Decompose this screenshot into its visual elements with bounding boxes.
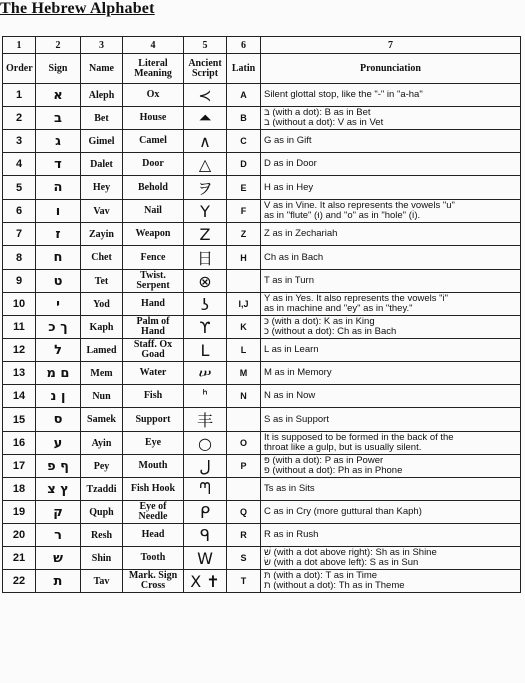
letter-sign: ס bbox=[36, 408, 81, 432]
letter-meaning: Eye bbox=[123, 432, 184, 455]
letter-sign: ץ צ bbox=[36, 478, 81, 501]
letter-meaning: Hand bbox=[123, 293, 184, 316]
table-row bbox=[3, 84, 521, 107]
letter-order: 19 bbox=[3, 501, 36, 524]
letter-name: Bet bbox=[81, 107, 123, 130]
letter-name: Pey bbox=[81, 455, 123, 478]
letter-sign: ש bbox=[36, 547, 81, 570]
header-ancient-script: Ancient Script bbox=[184, 54, 227, 84]
table-row bbox=[3, 478, 521, 501]
ancient-glyph: ϒ bbox=[184, 316, 227, 339]
letter-meaning: Camel bbox=[123, 130, 184, 153]
letter-order: 5 bbox=[3, 176, 36, 200]
latin-letter: M bbox=[227, 362, 261, 385]
pronunciation-text: שׁ (with a dot above right): Sh as in Shine שׂ (with a dot above left): S as in Sun bbox=[261, 547, 521, 570]
ancient-glyph: ᑫ bbox=[184, 524, 227, 547]
letter-sign: ך כ bbox=[36, 316, 81, 339]
pronunciation-text: תּ (with a dot): T as in Time ת (without a dot): Th as in Theme bbox=[261, 570, 521, 593]
latin-letter: F bbox=[227, 200, 261, 223]
pronunciation-text: H as in Hey bbox=[261, 176, 521, 200]
letter-order: 22 bbox=[3, 570, 36, 593]
pronunciation-text: כּ (with a dot): K as in King כ (without a dot): Ch as in Bach bbox=[261, 316, 521, 339]
pronunciation-text: V as in Vine. It also represents the vowels "u" as in "flute" (וּ) and "o" as in "hole" (וֹ). bbox=[261, 200, 521, 223]
column-number: 7 bbox=[261, 37, 521, 54]
letter-meaning: Twist. Serpent bbox=[123, 270, 184, 293]
latin-letter: K bbox=[227, 316, 261, 339]
letter-meaning: Tooth bbox=[123, 547, 184, 570]
letter-name: Vav bbox=[81, 200, 123, 223]
letter-sign: ט bbox=[36, 270, 81, 293]
latin-letter: A bbox=[227, 84, 261, 107]
column-number: 3 bbox=[81, 37, 123, 54]
letter-meaning: Water bbox=[123, 362, 184, 385]
letter-meaning: Fish Hook bbox=[123, 478, 184, 501]
letter-meaning: Door bbox=[123, 153, 184, 176]
latin-letter: I,J bbox=[227, 293, 261, 316]
letter-meaning: Eye of Needle bbox=[123, 501, 184, 524]
table-row bbox=[3, 130, 521, 153]
letter-name: Dalet bbox=[81, 153, 123, 176]
letter-order: 12 bbox=[3, 339, 36, 362]
table-row bbox=[3, 223, 521, 246]
letter-name: Zayin bbox=[81, 223, 123, 246]
ancient-glyph: 日 bbox=[184, 246, 227, 270]
letter-sign: ז bbox=[36, 223, 81, 246]
letter-order: 3 bbox=[3, 130, 36, 153]
page-title: The Hebrew Alphabet bbox=[0, 0, 155, 17]
pronunciation-text: פּ (with a dot): P as in Power פ (without a dot): Ph as in Phone bbox=[261, 455, 521, 478]
letter-sign: א bbox=[36, 84, 81, 107]
header-pronunciation: Pronunciation bbox=[261, 54, 521, 84]
letter-order: 4 bbox=[3, 153, 36, 176]
letter-name: Shin bbox=[81, 547, 123, 570]
letter-sign: ם מ bbox=[36, 362, 81, 385]
pronunciation-text: G as in Gift bbox=[261, 130, 521, 153]
pronunciation-text: M as in Memory bbox=[261, 362, 521, 385]
header-sign: Sign bbox=[36, 54, 81, 84]
letter-sign: ד bbox=[36, 153, 81, 176]
ancient-glyph: Y bbox=[184, 200, 227, 223]
letter-order: 15 bbox=[3, 408, 36, 432]
ancient-glyph: ᘉ bbox=[184, 478, 227, 501]
latin-letter: D bbox=[227, 153, 261, 176]
latin-letter: L bbox=[227, 339, 261, 362]
column-number: 6 bbox=[227, 37, 261, 54]
column-number-row bbox=[3, 37, 521, 54]
ancient-glyph: ᑋ bbox=[184, 385, 227, 408]
ancient-glyph: ሠ bbox=[184, 362, 227, 385]
letter-order: 6 bbox=[3, 200, 36, 223]
letter-sign: ג bbox=[36, 130, 81, 153]
table-row bbox=[3, 408, 521, 432]
header-name: Name bbox=[81, 54, 123, 84]
letter-order: 16 bbox=[3, 432, 36, 455]
pronunciation-text: Y as in Yes. It also represents the vowels "i" as in machine and "ey" as in "they." bbox=[261, 293, 521, 316]
letter-meaning: House bbox=[123, 107, 184, 130]
column-number: 5 bbox=[184, 37, 227, 54]
latin-letter: P bbox=[227, 455, 261, 478]
table-row bbox=[3, 501, 521, 524]
latin-letter bbox=[227, 478, 261, 501]
letter-meaning: Palm of Hand bbox=[123, 316, 184, 339]
latin-letter: B bbox=[227, 107, 261, 130]
letter-meaning: Head bbox=[123, 524, 184, 547]
table-row bbox=[3, 107, 521, 130]
table-row bbox=[3, 362, 521, 385]
letter-order: 20 bbox=[3, 524, 36, 547]
ancient-glyph: ﻝ bbox=[184, 455, 227, 478]
latin-letter bbox=[227, 270, 261, 293]
letter-name: Lamed bbox=[81, 339, 123, 362]
latin-letter bbox=[227, 408, 261, 432]
table-row bbox=[3, 200, 521, 223]
pronunciation-text: It is supposed to be formed in the back of the throat like a gulp, but is usually silent. bbox=[261, 432, 521, 455]
letter-meaning: Ox bbox=[123, 84, 184, 107]
letter-order: 10 bbox=[3, 293, 36, 316]
letter-name: Gimel bbox=[81, 130, 123, 153]
ancient-glyph: L bbox=[184, 339, 227, 362]
letter-sign: ק bbox=[36, 501, 81, 524]
header-row bbox=[3, 54, 521, 84]
latin-letter: H bbox=[227, 246, 261, 270]
letter-sign: ר bbox=[36, 524, 81, 547]
letter-name: Hey bbox=[81, 176, 123, 200]
pronunciation-text: Z as in Zechariah bbox=[261, 223, 521, 246]
table-row bbox=[3, 270, 521, 293]
letter-order: 7 bbox=[3, 223, 36, 246]
table-row bbox=[3, 339, 521, 362]
letter-sign: ל bbox=[36, 339, 81, 362]
header-order: Order bbox=[3, 54, 36, 84]
letter-meaning: Fence bbox=[123, 246, 184, 270]
letter-order: 9 bbox=[3, 270, 36, 293]
letter-sign: ו bbox=[36, 200, 81, 223]
letter-name: Tav bbox=[81, 570, 123, 593]
pronunciation-text: Ch as in Bach bbox=[261, 246, 521, 270]
letter-name: Nun bbox=[81, 385, 123, 408]
letter-sign: ח bbox=[36, 246, 81, 270]
pronunciation-text: בּ (with a dot): B as in Bet ב (without a dot): V as in Vet bbox=[261, 107, 521, 130]
ancient-glyph: ⏶ bbox=[184, 107, 227, 130]
letter-name: Tet bbox=[81, 270, 123, 293]
letter-sign: ב bbox=[36, 107, 81, 130]
table-row bbox=[3, 293, 521, 316]
pronunciation-text: R as in Rush bbox=[261, 524, 521, 547]
ancient-glyph: 丰 bbox=[184, 408, 227, 432]
letter-order: 21 bbox=[3, 547, 36, 570]
letter-name: Resh bbox=[81, 524, 123, 547]
table-row bbox=[3, 455, 521, 478]
latin-letter: S bbox=[227, 547, 261, 570]
letter-meaning: Staff. Ox Goad bbox=[123, 339, 184, 362]
latin-letter: E bbox=[227, 176, 261, 200]
ancient-glyph: ヲ bbox=[184, 176, 227, 200]
letter-sign: ע bbox=[36, 432, 81, 455]
letter-sign: ן נ bbox=[36, 385, 81, 408]
header-literal-meaning: Literal Meaning bbox=[123, 54, 184, 84]
letter-meaning: Fish bbox=[123, 385, 184, 408]
ancient-glyph: ᑭ bbox=[184, 501, 227, 524]
table-row bbox=[3, 385, 521, 408]
letter-order: 14 bbox=[3, 385, 36, 408]
letter-name: Quph bbox=[81, 501, 123, 524]
letter-meaning: Behold bbox=[123, 176, 184, 200]
ancient-glyph: W bbox=[184, 547, 227, 570]
table-row bbox=[3, 153, 521, 176]
letter-name: Ayin bbox=[81, 432, 123, 455]
table-row bbox=[3, 246, 521, 270]
letter-name: Chet bbox=[81, 246, 123, 270]
pronunciation-text: Silent glottal stop, like the "-" in "a-ha" bbox=[261, 84, 521, 107]
letter-meaning: Weapon bbox=[123, 223, 184, 246]
pronunciation-text: Ts as in Sits bbox=[261, 478, 521, 501]
letter-order: 13 bbox=[3, 362, 36, 385]
letter-name: Kaph bbox=[81, 316, 123, 339]
table-row bbox=[3, 176, 521, 200]
letter-order: 2 bbox=[3, 107, 36, 130]
pronunciation-text: S as in Support bbox=[261, 408, 521, 432]
letter-order: 18 bbox=[3, 478, 36, 501]
ancient-glyph: ○ bbox=[184, 432, 227, 455]
letter-order: 17 bbox=[3, 455, 36, 478]
latin-letter: Q bbox=[227, 501, 261, 524]
ancient-glyph: ⊗ bbox=[184, 270, 227, 293]
latin-letter: T bbox=[227, 570, 261, 593]
letter-sign: ת bbox=[36, 570, 81, 593]
letter-name: Samek bbox=[81, 408, 123, 432]
letter-name: Aleph bbox=[81, 84, 123, 107]
pronunciation-text: L as in Learn bbox=[261, 339, 521, 362]
ancient-glyph: Z bbox=[184, 223, 227, 246]
pronunciation-text: C as in Cry (more guttural than Kaph) bbox=[261, 501, 521, 524]
ancient-glyph: △ bbox=[184, 153, 227, 176]
header-latin: Latin bbox=[227, 54, 261, 84]
ancient-glyph: ∧ bbox=[184, 130, 227, 153]
pronunciation-text: D as in Door bbox=[261, 153, 521, 176]
letter-sign: ף פ bbox=[36, 455, 81, 478]
hebrew-alphabet-table bbox=[2, 36, 521, 593]
letter-name: Mem bbox=[81, 362, 123, 385]
letter-meaning: Support bbox=[123, 408, 184, 432]
latin-letter: R bbox=[227, 524, 261, 547]
letter-sign: ה bbox=[36, 176, 81, 200]
table-row bbox=[3, 432, 521, 455]
letter-meaning: Mark. Sign Cross bbox=[123, 570, 184, 593]
latin-letter: N bbox=[227, 385, 261, 408]
table-row bbox=[3, 547, 521, 570]
letter-order: 11 bbox=[3, 316, 36, 339]
ancient-glyph: X ✝ bbox=[184, 570, 227, 593]
table-row bbox=[3, 524, 521, 547]
table-row bbox=[3, 316, 521, 339]
ancient-glyph: ʖ bbox=[184, 293, 227, 316]
letter-order: 8 bbox=[3, 246, 36, 270]
column-number: 4 bbox=[123, 37, 184, 54]
letter-order: 1 bbox=[3, 84, 36, 107]
letter-name: Yod bbox=[81, 293, 123, 316]
latin-letter: Z bbox=[227, 223, 261, 246]
latin-letter: O bbox=[227, 432, 261, 455]
letter-sign: י bbox=[36, 293, 81, 316]
pronunciation-text: N as in Now bbox=[261, 385, 521, 408]
table-row bbox=[3, 570, 521, 593]
letter-meaning: Nail bbox=[123, 200, 184, 223]
column-number: 2 bbox=[36, 37, 81, 54]
column-number: 1 bbox=[3, 37, 36, 54]
pronunciation-text: T as in Turn bbox=[261, 270, 521, 293]
latin-letter: C bbox=[227, 130, 261, 153]
letter-meaning: Mouth bbox=[123, 455, 184, 478]
ancient-glyph: ≺ bbox=[184, 84, 227, 107]
letter-name: Tzaddi bbox=[81, 478, 123, 501]
